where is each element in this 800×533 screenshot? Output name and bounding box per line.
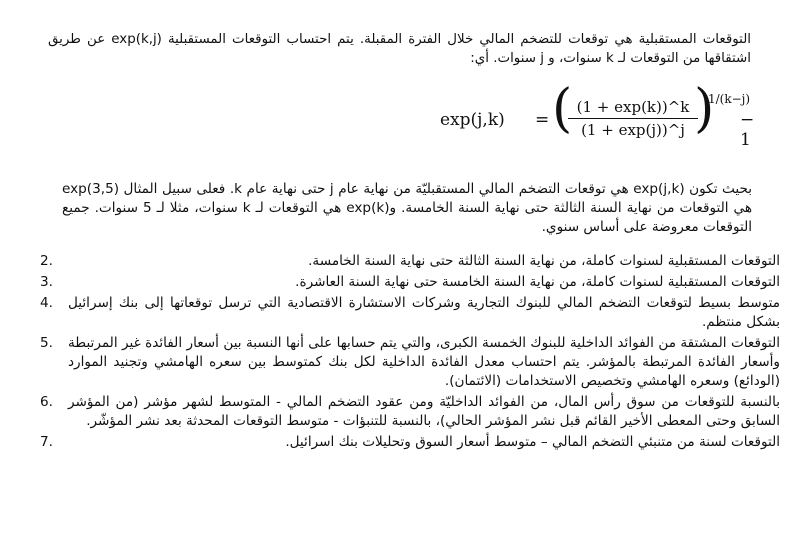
intro-paragraph: التوقعات المستقبلية هي توقعات للتضخم المالي خلال الفترة المقبلة. يتم احتساب التوقعات المستقبلية (k,j)exp عن طريق اشتقاقها من التوقعات لـ k سنوات، و j سنوات. أي:: [48, 32, 751, 66]
list-item-number: 3.: [40, 274, 53, 290]
list-item: [40, 393, 780, 431]
list-item-number: 4.: [40, 295, 53, 311]
list-item-text: بالنسبة للتوقعات من سوق رأس المال، من الفوائد الداخليّة ومن عقود التضخم المالي - المتوسط لشهر مؤشر (من المؤشر السابق وحتى المعطى الأخير القائم قبل نشر المؤشر الحالي)، بالنسبة للتنبؤات - متوسط التوقعات المحدثة بعد نشر المؤشّر.: [68, 394, 780, 429]
list-item-text: التوقعات المستقبلية لسنوات كاملة، من نهاية السنة الثالثة حتى نهاية السنة الخامسة.: [308, 253, 780, 269]
list-item: [40, 294, 780, 332]
formula-left-paren: (: [552, 79, 573, 139]
formula-lhs: exp(j,k): [440, 110, 505, 130]
formula-tail: − 1: [740, 110, 755, 150]
formula-right-paren: ): [694, 79, 715, 139]
list-item-text: التوقعات لسنة من متنبئي التضخم المالي – متوسط أسعار السوق وتحليلات بنك اسرائيل.: [285, 434, 780, 450]
list-item: [40, 334, 780, 391]
list-item-number: 2.: [40, 253, 53, 269]
forward-expectations-formula: [440, 79, 770, 162]
list-item-text: التوقعات المشتقة من الفوائد الداخلية للبنوك الخمسة الكبرى، والتي يتم حسابها على أنها النسبة بين أسعار الفائدة غير المرتبطة وأسعار الفائدة المرتبطة بالمؤشر. يتم احتساب معدل الفائدة الداخلية لكل بنك كمتوسط بين سعره الهامشي وتجنيد الموارد (الودائع) وسعره الهامشي وتخصيص الاستخدامات (الائتمان).: [68, 335, 780, 389]
list-item-number: 5.: [40, 335, 53, 351]
notes-list: [40, 252, 780, 454]
formula-exponent: 1/(k−j): [708, 92, 751, 106]
formula-equals: =: [535, 110, 550, 130]
list-item-text: التوقعات المستقبلية لسنوات كاملة، من نهاية السنة الخامسة حتى نهاية السنة العاشرة.: [295, 274, 780, 290]
list-item-number: 7.: [40, 434, 53, 450]
list-item: [40, 252, 780, 271]
formula-denominator: (1 + exp(j))^j: [568, 118, 698, 139]
list-item-number: 6.: [40, 394, 53, 410]
formula-numerator: (1 + exp(k))^k: [576, 98, 690, 116]
list-item: [40, 433, 780, 452]
list-item-text: متوسط بسيط لتوقعات التضخم المالي للبنوك التجارية وشركات الاستشارة الاقتصادية التي ترسل توقعاتها إلى بنك إسرائيل بشكل منتظم.: [68, 295, 780, 330]
formula-fraction: [568, 98, 698, 139]
explanation-paragraph: بحيث تكون (j,k)exp هي توقعات التضخم المالي المستقبليّة من نهاية عام j حتى نهاية عام k. فعلى سبيل المثال exp(3,5) هي التوقعات من نهاية السنة الثالثة حتى نهاية السنة الخامسة. و(k)exp هي التوقعات لـ k سنوات، مثلا لـ 5 سنوات. جميع التوقعات معروضة على أساس سنوي.: [62, 181, 753, 235]
list-item: [40, 273, 780, 292]
